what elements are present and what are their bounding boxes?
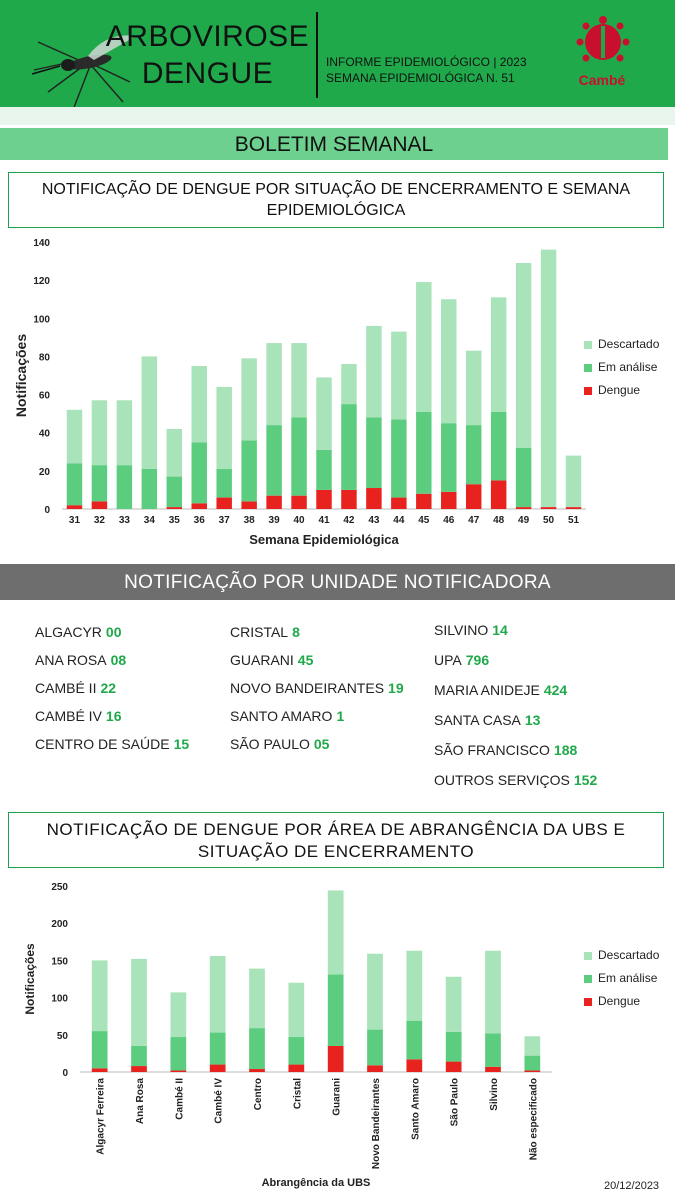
bar-em-analise (249, 1028, 265, 1069)
legend-label: Dengue (598, 994, 641, 1008)
y-tick-label: 150 (51, 956, 68, 968)
info-line-2: SEMANA EPIDEMIOLÓGICA N. 51 (326, 71, 515, 85)
unit-count: 45 (297, 652, 314, 668)
legend-label: Descartado (598, 948, 660, 962)
bar-descartado (131, 959, 147, 1046)
bar-em-analise (491, 412, 506, 481)
unit-item (434, 712, 540, 728)
bar-em-analise (266, 425, 281, 496)
bar-dengue (170, 1071, 186, 1072)
x-tick-label: Guarani (331, 1078, 343, 1116)
bar-em-analise (441, 423, 456, 492)
unit-item (230, 708, 344, 724)
unit-count: 13 (524, 712, 541, 728)
x-tick-label: Não especificado (528, 1078, 540, 1161)
unit-item (35, 736, 189, 752)
boletim-banner: BOLETIM SEMANAL (0, 128, 668, 160)
bar-em-analise (341, 404, 356, 490)
title-line-2: DENGUE (141, 57, 274, 90)
y-axis-label: Notificações (23, 943, 37, 1015)
bar-dengue (566, 507, 581, 509)
header (0, 0, 675, 107)
bar-em-analise (416, 412, 431, 494)
bar-em-analise (391, 419, 406, 497)
unit-count: 05 (313, 736, 330, 752)
bar-dengue (391, 498, 406, 509)
bar-dengue (288, 1065, 304, 1072)
y-tick-label: 80 (38, 352, 50, 364)
bar-dengue (316, 490, 331, 509)
bar-dengue (446, 1062, 462, 1072)
bar-em-analise (167, 477, 182, 508)
unit-name: UPA (434, 652, 462, 668)
unit-count: 16 (105, 708, 122, 724)
bar-dengue (167, 507, 182, 509)
x-tick-label: Novo Bandeirantes (371, 1078, 382, 1170)
unit-item (434, 682, 567, 698)
bar-em-analise (67, 463, 82, 505)
bar-descartado (485, 951, 501, 1034)
bar-dengue (491, 480, 506, 509)
bar-descartado (92, 400, 107, 465)
y-tick-label: 140 (33, 238, 50, 249)
bar-dengue (366, 488, 381, 509)
y-tick-label: 60 (38, 390, 50, 402)
x-tick-label: 42 (343, 515, 355, 526)
unit-name: SÃO PAULO (230, 736, 310, 752)
unit-name: CAMBÉ IV (35, 708, 102, 724)
bar-descartado (249, 969, 265, 1029)
bar-em-analise (485, 1033, 501, 1066)
date-label: 20/12/2023 (604, 1180, 660, 1192)
x-tick-label: Cambé IV (213, 1078, 225, 1124)
x-tick-label: Cristal (292, 1078, 304, 1110)
unit-item (230, 624, 300, 640)
bar-dengue (541, 507, 556, 509)
legend-swatch (584, 387, 592, 395)
unit-count: 08 (110, 652, 127, 668)
unit-name: ALGACYR (35, 624, 102, 640)
unit-count: 14 (492, 622, 508, 638)
y-tick-label: 100 (51, 993, 68, 1005)
bar-dengue (192, 503, 207, 509)
x-tick-label: Santo Amaro (410, 1078, 422, 1140)
bar-em-analise (291, 417, 306, 495)
bar-em-analise (117, 465, 132, 509)
unit-count: 188 (553, 742, 578, 758)
y-axis-label: Notificações (13, 333, 29, 418)
legend-swatch (584, 952, 592, 960)
bar-em-analise (192, 442, 207, 503)
bar-em-analise (316, 450, 331, 490)
unit-item (434, 622, 508, 638)
x-tick-label: 43 (368, 515, 380, 526)
unit-name: ANA ROSA (35, 652, 107, 668)
legend-label: Em análise (598, 971, 658, 985)
x-tick-label: 49 (518, 515, 530, 526)
unit-count: 152 (573, 772, 598, 788)
bar-descartado (170, 992, 186, 1037)
bar-descartado (291, 343, 306, 417)
unit-name: CAMBÉ II (35, 680, 97, 696)
bar-dengue (216, 498, 231, 509)
bar-em-analise (366, 417, 381, 488)
x-tick-label: Centro (253, 1078, 264, 1111)
bar-dengue (241, 501, 256, 509)
unit-name: GUARANI (230, 652, 294, 668)
bar-dengue (466, 484, 481, 509)
bar-descartado (466, 351, 481, 425)
bar-dengue (516, 507, 531, 509)
legend-label: Dengue (598, 383, 641, 397)
logo-text: Cambé (578, 72, 626, 88)
x-axis-label: Abrangência da UBS (261, 1177, 371, 1189)
bar-descartado (288, 983, 304, 1037)
chart-weekly (0, 232, 675, 558)
bar-dengue (266, 496, 281, 509)
y-tick-label: 40 (38, 428, 50, 440)
bar-descartado (391, 332, 406, 420)
x-tick-label: Silvino (489, 1078, 500, 1111)
x-tick-label: 44 (393, 515, 405, 526)
bar-descartado (216, 387, 231, 469)
x-tick-label: Ana Rosa (135, 1078, 146, 1125)
bar-em-analise (524, 1056, 540, 1071)
bar-dengue (341, 490, 356, 509)
unit-count: 22 (100, 680, 117, 696)
bar-descartado (541, 250, 556, 507)
unit-name: SILVINO (434, 622, 489, 638)
bar-em-analise (241, 440, 256, 501)
unit-item (230, 652, 313, 668)
x-tick-label: 50 (543, 515, 555, 526)
unit-name: MARIA ANIDEJE (434, 682, 540, 698)
bar-descartado (167, 429, 182, 477)
unit-item (434, 742, 577, 758)
bar-em-analise (446, 1032, 462, 1062)
unit-item (230, 736, 329, 752)
bar-dengue (131, 1066, 147, 1072)
bar-descartado (446, 977, 462, 1032)
bar-dengue (210, 1065, 226, 1072)
unit-count: 15 (173, 736, 190, 752)
bar-em-analise (406, 1021, 422, 1060)
bar-em-analise (92, 465, 107, 501)
bar-descartado (491, 297, 506, 411)
bar-em-analise (92, 1031, 108, 1068)
unit-item (434, 652, 489, 668)
x-tick-label: 37 (218, 515, 230, 526)
bar-em-analise (131, 1046, 147, 1066)
unit-item (35, 624, 122, 640)
x-tick-label: 47 (468, 515, 480, 526)
unit-count: 424 (543, 682, 568, 698)
unit-item (35, 708, 121, 724)
bar-em-analise (170, 1037, 186, 1070)
bar-descartado (516, 263, 531, 448)
y-tick-label: 200 (51, 919, 68, 931)
bar-dengue (524, 1071, 540, 1072)
unit-count: 19 (388, 680, 404, 696)
y-tick-label: 0 (44, 505, 50, 516)
unit-count: 796 (465, 652, 490, 668)
x-tick-label: 34 (143, 515, 155, 526)
unit-item (434, 772, 597, 788)
bar-descartado (192, 366, 207, 442)
x-tick-label: 46 (443, 515, 455, 526)
x-tick-label: 39 (268, 515, 280, 526)
bar-descartado (367, 954, 383, 1030)
unit-count: 1 (336, 708, 345, 724)
bar-em-analise (516, 448, 531, 507)
bar-descartado (328, 890, 344, 974)
unit-name: CRISTAL (230, 624, 289, 640)
unit-count: 8 (292, 624, 300, 640)
section1-title: NOTIFICAÇÃO DE DENGUE POR SITUAÇÃO DE ENCERRAMENTO E SEMANA EPIDEMIOLÓGICA (8, 172, 664, 228)
page-title (100, 18, 315, 92)
unit-name: NOVO BANDEIRANTES (230, 680, 385, 696)
bar-descartado (117, 400, 132, 465)
bar-dengue (367, 1065, 383, 1072)
section2-title: NOTIFICAÇÃO POR UNIDADE NOTIFICADORA (0, 564, 675, 600)
bar-em-analise (288, 1037, 304, 1065)
bar-dengue (67, 505, 82, 509)
bar-descartado (524, 1036, 540, 1055)
unit-name: OUTROS SERVIÇOS (434, 772, 570, 788)
bar-descartado (67, 410, 82, 463)
bar-dengue (416, 494, 431, 509)
info-line-1: INFORME EPIDEMIOLÓGICO | 2023 (326, 55, 527, 69)
y-tick-label: 120 (33, 276, 50, 288)
x-tick-label: Algacyr Ferreira (95, 1078, 107, 1155)
bar-dengue (441, 492, 456, 509)
x-tick-label: 31 (68, 515, 81, 526)
header-band (0, 107, 675, 125)
y-tick-label: 0 (62, 1068, 68, 1079)
x-tick-label: 48 (493, 515, 505, 526)
title-line-1: ARBOVIROSE (105, 20, 310, 53)
y-tick-label: 20 (38, 466, 50, 478)
x-tick-label: 33 (118, 515, 130, 526)
bar-dengue (92, 1068, 108, 1072)
header-divider (316, 12, 318, 98)
bar-em-analise (328, 975, 344, 1046)
unit-count: 00 (105, 624, 122, 640)
bar-dengue (485, 1067, 501, 1072)
bar-em-analise (142, 469, 157, 509)
x-tick-label: 32 (93, 515, 105, 526)
y-tick-label: 100 (33, 314, 50, 326)
x-tick-label: 51 (567, 515, 580, 526)
bar-descartado (316, 377, 331, 449)
x-tick-label: 38 (243, 515, 255, 526)
bar-dengue (92, 501, 107, 509)
bar-dengue (406, 1059, 422, 1072)
legend-swatch (584, 364, 592, 372)
bar-descartado (366, 326, 381, 418)
bar-descartado (241, 358, 256, 440)
unit-item (35, 680, 116, 696)
bar-dengue (291, 496, 306, 509)
y-tick-label: 50 (56, 1030, 68, 1042)
x-axis-label: Semana Epidemiológica (249, 532, 399, 547)
unit-name: SANTA CASA (434, 712, 521, 728)
bar-descartado (406, 951, 422, 1021)
bar-em-analise (210, 1033, 226, 1065)
bar-em-analise (466, 425, 481, 484)
x-tick-label: Cambé II (174, 1078, 186, 1120)
bar-descartado (92, 960, 108, 1031)
bar-descartado (210, 956, 226, 1033)
x-tick-label: 40 (293, 515, 305, 526)
legend-swatch (584, 998, 592, 1006)
bar-dengue (328, 1046, 344, 1072)
bar-em-analise (216, 469, 231, 498)
bar-descartado (341, 364, 356, 404)
bar-dengue (249, 1069, 265, 1072)
section3-title: NOTIFICAÇÃO DE DENGUE POR ÁREA DE ABRANGÊNCIA DA UBS E SITUAÇÃO DE ENCERRAMENTO (8, 812, 664, 868)
bar-descartado (266, 343, 281, 425)
unit-name: CENTRO DE SAÚDE (35, 736, 170, 752)
chart-ubs (0, 872, 675, 1190)
x-tick-label: 45 (418, 515, 430, 526)
legend-label: Em análise (598, 360, 658, 374)
bar-em-analise (367, 1030, 383, 1066)
x-tick-label: 41 (318, 515, 330, 526)
x-tick-label: São Paulo (449, 1078, 461, 1127)
bar-descartado (566, 456, 581, 507)
x-tick-label: 36 (193, 515, 205, 526)
unit-item (230, 680, 404, 696)
y-tick-label: 250 (51, 882, 68, 893)
bulletin-info (326, 54, 527, 86)
legend-swatch (584, 975, 592, 983)
unit-item (35, 652, 126, 668)
bar-descartado (416, 282, 431, 412)
legend-swatch (584, 341, 592, 349)
bar-descartado (441, 299, 456, 423)
x-tick-label: 35 (168, 515, 180, 526)
unit-name: SÃO FRANCISCO (434, 742, 550, 758)
legend-label: Descartado (598, 337, 660, 351)
bar-descartado (142, 356, 157, 469)
unit-name: SANTO AMARO (230, 708, 333, 724)
